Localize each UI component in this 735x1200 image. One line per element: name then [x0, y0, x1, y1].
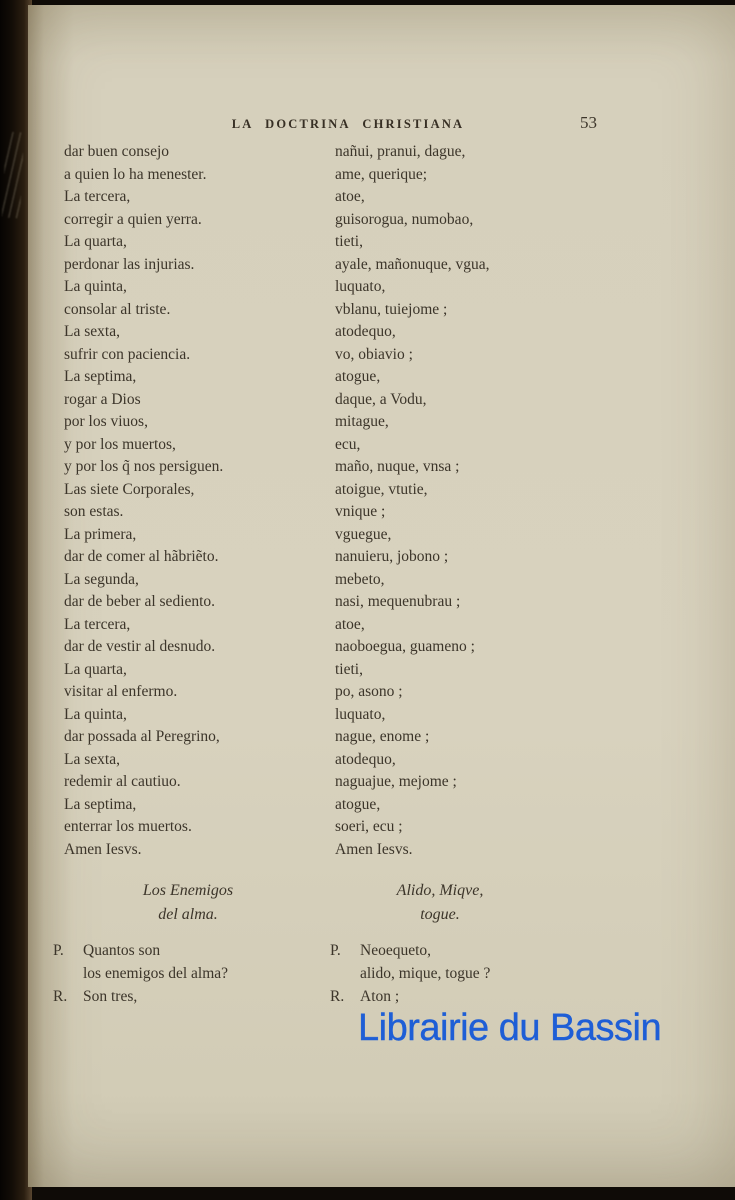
text-line: atoe, — [335, 615, 365, 633]
text-line: ame, querique; — [335, 165, 428, 183]
text-line: naoboegua, guameno ; — [335, 638, 475, 655]
text-line: tieti, — [335, 233, 363, 250]
qa-item — [53, 985, 326, 1031]
left-column — [53, 141, 326, 1031]
left-text-lines — [64, 141, 326, 861]
text-line: po, asono ; — [335, 683, 403, 700]
text-line: La segunda, — [64, 570, 139, 588]
text-line: La septima, — [64, 795, 137, 813]
text-line: sufrir con paciencia. — [64, 345, 191, 363]
text-line: redemir al cautiuo. — [64, 773, 181, 790]
qa-line: alido, mique, togue ? — [360, 965, 491, 982]
qa-line: Neoequeto, — [360, 942, 432, 959]
text-line: dar de vestir al desnudo. — [64, 638, 216, 655]
text-line: atodequo, — [335, 323, 396, 340]
text-line: perdonar las injurias. — [64, 255, 195, 273]
text-line: rogar a Dios — [64, 390, 141, 408]
text-line: atodequo, — [335, 750, 396, 768]
text-line: ecu, — [335, 435, 361, 453]
text-line: y por los q̃ nos persiguen. — [64, 458, 224, 475]
qa-line: los enemigos del alma? — [83, 965, 229, 982]
text-line: atoigue, vtutie, — [335, 480, 428, 498]
text-line: mitague, — [335, 413, 389, 430]
text-line: La tercera, — [64, 615, 131, 633]
text-line: La tercera, — [64, 188, 131, 205]
right-column — [330, 141, 625, 1031]
text-line: Amen Iesvs. — [335, 840, 413, 858]
text-line: a quien lo ha menester. — [64, 165, 207, 183]
text-line: La septima, — [64, 368, 137, 385]
text-line: por los viuos, — [64, 413, 148, 430]
qa-line: Son tres, — [83, 988, 138, 1005]
left-section-heading — [64, 879, 312, 926]
qa-item — [330, 939, 625, 985]
watermark: Librairie du Bassin — [358, 1007, 662, 1049]
text-line: tieti, — [335, 660, 363, 678]
text-line: naguajue, mejome ; — [335, 773, 457, 790]
qa-line — [83, 1008, 326, 1031]
text-line: corregir a quien yerra. — [64, 210, 202, 228]
text-line: vblanu, tuiejome ; — [335, 300, 448, 318]
text-line: Las siete Corporales, — [64, 480, 195, 498]
text-line: soeri, ecu ; — [335, 818, 403, 835]
text-line: dar de beber al sediento. — [64, 593, 216, 610]
qa-marker: P. — [53, 942, 64, 959]
text-line: La sexta, — [64, 323, 120, 340]
right-text-lines — [335, 141, 625, 861]
text-line: La quarta, — [64, 660, 127, 678]
page-number: 53 — [580, 113, 597, 132]
text-line: La quinta, — [64, 705, 127, 723]
text-line: vo, obiavio ; — [335, 345, 413, 363]
text-line: ayale, mañonuque, vgua, — [335, 255, 490, 273]
text-line: nasi, mequenubrau ; — [335, 593, 461, 610]
heading-line: togue. — [420, 905, 460, 923]
text-line: nanuieru, jobono ; — [335, 548, 449, 565]
left-qa-block — [53, 939, 326, 1031]
heading-line: Alido, Miqve, — [396, 882, 484, 899]
text-line: Amen Iesvs. — [64, 840, 142, 858]
page-title: LA DOCTRINA CHRISTIANA — [231, 117, 465, 131]
text-line: enterrar los muertos. — [64, 818, 192, 835]
text-line: mebeto, — [335, 570, 385, 588]
qa-line: Quantos son — [83, 942, 161, 959]
text-line: daque, a Vodu, — [335, 390, 427, 408]
text-line: atogue, — [335, 795, 381, 813]
text-line: luquato, — [335, 705, 386, 723]
text-line: visitar al enfermo. — [64, 683, 178, 700]
text-line: consolar al triste. — [64, 300, 171, 318]
heading-line: del alma. — [158, 905, 218, 923]
qa-text — [83, 985, 326, 1031]
book-page — [28, 5, 735, 1187]
text-line: maño, nuque, vnsa ; — [335, 458, 460, 475]
text-line: vguegue, — [335, 525, 392, 543]
qa-marker: R. — [53, 988, 68, 1005]
text-line: La quarta, — [64, 233, 127, 250]
text-line: dar possada al Peregrino, — [64, 728, 220, 745]
qa-marker: P. — [330, 942, 341, 959]
text-line: luquato, — [335, 278, 386, 295]
right-section-heading — [335, 879, 545, 926]
text-line: son estas. — [64, 503, 124, 520]
text-line: atogue, — [335, 368, 381, 385]
qa-text — [83, 939, 326, 985]
text-line: dar de comer al hãbriẽto. — [64, 548, 219, 565]
heading-line: Los Enemigos — [142, 882, 234, 899]
text-line: La quinta, — [64, 278, 127, 295]
text-line: nañui, pranui, dague, — [335, 143, 466, 160]
text-line: guisorogua, numobao, — [335, 210, 474, 228]
text-line: vnique ; — [335, 503, 386, 520]
qa-marker: R. — [330, 988, 345, 1005]
text-line: y por los muertos, — [64, 435, 176, 453]
text-line: dar buen consejo — [64, 143, 170, 160]
text-line: atoe, — [335, 188, 365, 205]
qa-item — [53, 939, 326, 985]
text-line: La sexta, — [64, 750, 120, 768]
qa-text — [360, 939, 625, 985]
qa-line: Aton ; — [360, 988, 400, 1005]
text-line: La primera, — [64, 525, 137, 543]
text-line: nague, enome ; — [335, 728, 430, 745]
